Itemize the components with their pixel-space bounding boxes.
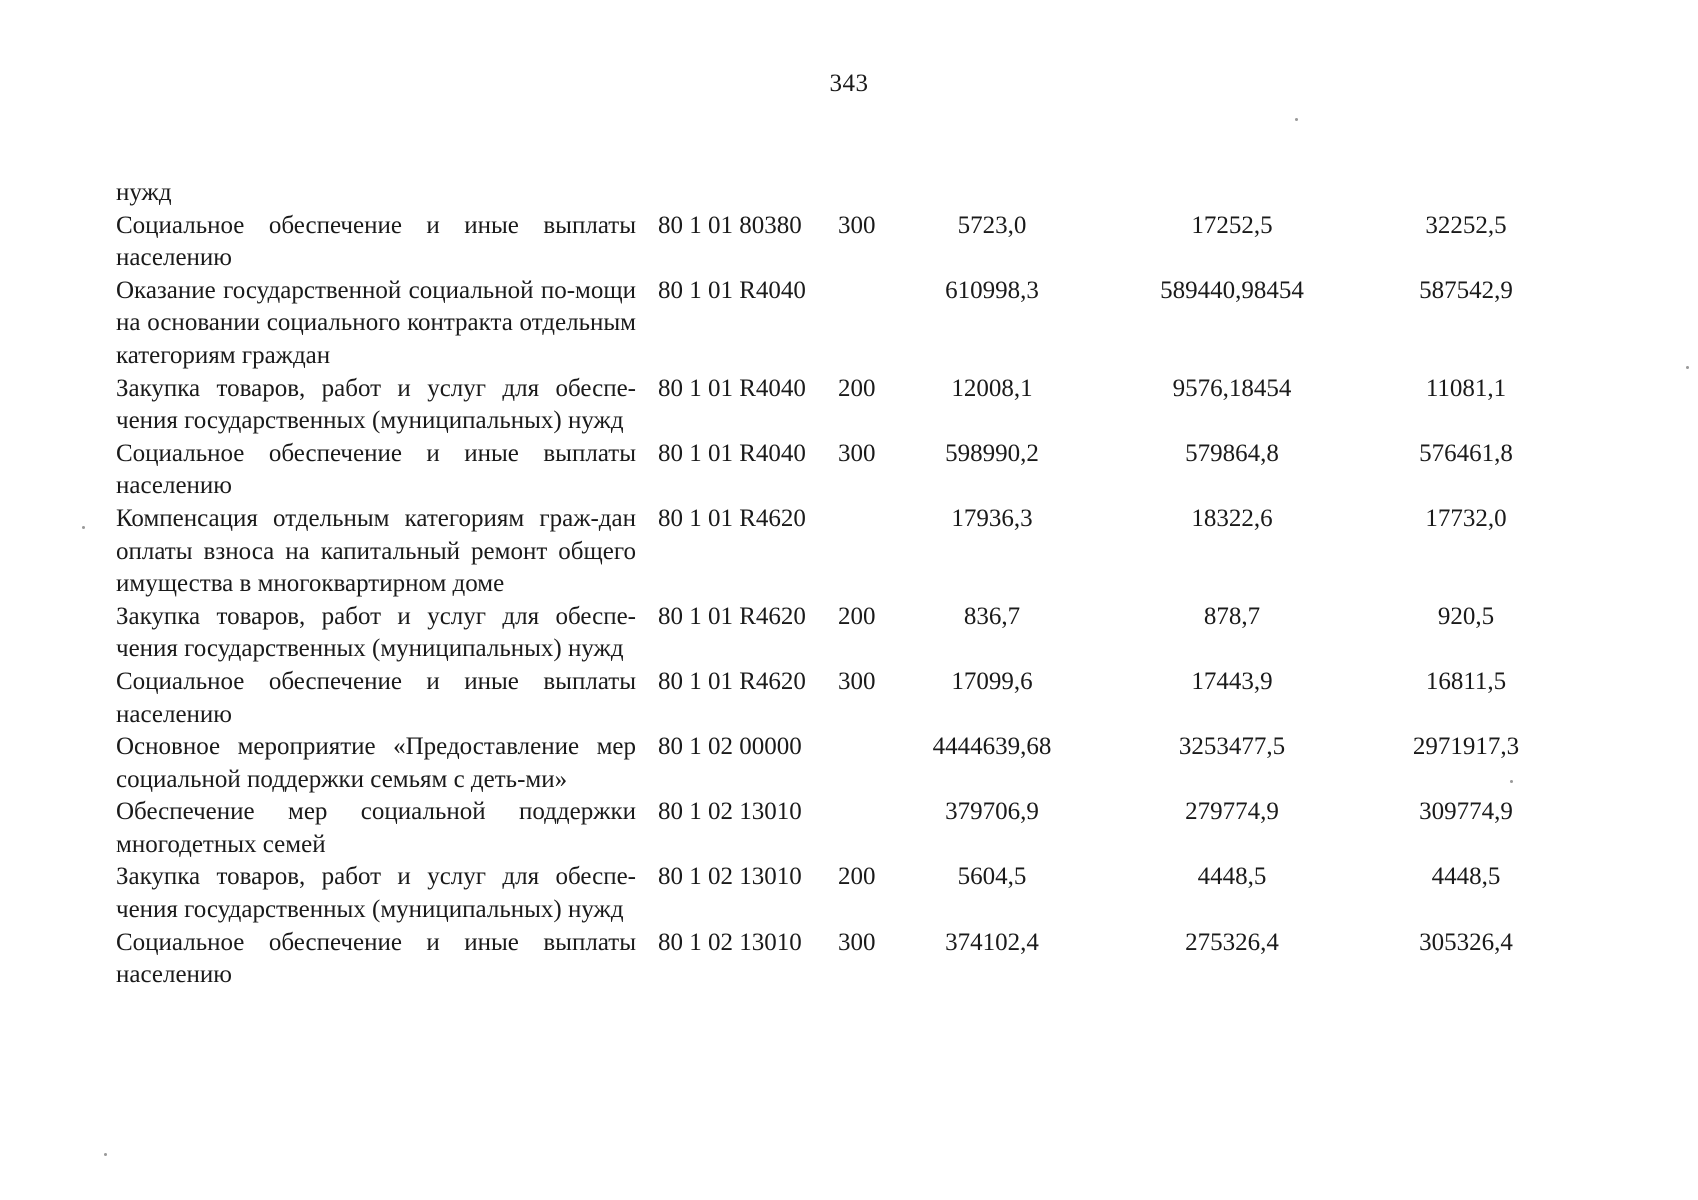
value-year-1: 17099,6 — [951, 667, 1033, 695]
value-year-2: 17252,5 — [1191, 211, 1273, 239]
expense-type — [816, 275, 886, 373]
row-description: Социальное обеспечение и иные выплаты населению — [116, 439, 636, 500]
row-description: Социальное обеспечение и иные выплаты населению — [116, 928, 636, 989]
value-year-2: 18322,6 — [1191, 504, 1273, 532]
table-row-continuation — [116, 177, 1586, 210]
value-year-2: 589440,98454 — [1160, 276, 1304, 304]
value-year-1: 5723,0 — [957, 211, 1027, 239]
budget-code: 80 1 02 13010 — [658, 798, 802, 826]
table-row — [116, 275, 1586, 373]
table-row — [116, 503, 1586, 601]
value-year-2: 4448,5 — [1197, 863, 1267, 891]
row-description: Закупка товаров, работ и услуг для обеспе-чения государственных (муниципальных) нужд — [116, 602, 636, 663]
value-year-3: 576461,8 — [1419, 439, 1513, 467]
expense-type: 300 — [838, 439, 876, 467]
expense-type — [816, 796, 886, 861]
value-year-3: 17732,0 — [1425, 504, 1507, 532]
table-row — [116, 438, 1586, 503]
budget-code: 80 1 02 00000 — [658, 733, 802, 761]
table-row — [116, 373, 1586, 438]
scan-speck — [104, 1153, 107, 1156]
budget-table — [116, 177, 1586, 992]
budget-code: 80 1 01 R4620 — [658, 667, 806, 695]
value-year-2: 579864,8 — [1185, 439, 1279, 467]
value-year-2: 9576,18454 — [1172, 374, 1292, 402]
budget-code: 80 1 01 R4040 — [658, 276, 806, 304]
table-row — [116, 861, 1586, 926]
row-description: Компенсация отдельным категориям граж-дан оплаты взноса на капитальный ремонт общего имущества в многоквартирном доме — [116, 504, 636, 598]
value-year-2: 275326,4 — [1185, 928, 1279, 956]
table-row — [116, 731, 1586, 796]
row-description: нужд — [116, 179, 172, 206]
value-year-1: 12008,1 — [951, 374, 1033, 402]
table-row — [116, 666, 1586, 731]
row-description: Основное мероприятие «Предоставление мер социальной поддержки семьям с деть-ми» — [116, 733, 636, 793]
value-year-1: 4444639,68 — [932, 733, 1052, 761]
row-description: Оказание государственной социальной по-мощи на основании социального контракта отдельным категориям граждан — [116, 276, 636, 369]
expense-type: 300 — [838, 667, 876, 695]
page-number: 343 — [829, 70, 869, 97]
value-year-2: 17443,9 — [1191, 667, 1273, 695]
value-year-3: 309774,9 — [1419, 798, 1513, 826]
value-year-3: 305326,4 — [1419, 928, 1513, 956]
budget-code: 80 1 01 R4620 — [658, 602, 806, 630]
value-year-3: 4448,5 — [1431, 863, 1501, 891]
budget-code: 80 1 01 R4040 — [658, 374, 806, 402]
table-row — [116, 210, 1586, 275]
value-year-3: 920,5 — [1437, 602, 1495, 630]
scan-speck — [82, 526, 85, 529]
value-year-3: 2971917,3 — [1412, 733, 1520, 761]
scan-speck — [1295, 118, 1298, 121]
budget-code: 80 1 02 13010 — [658, 863, 802, 891]
budget-code: 80 1 01 R4040 — [658, 439, 806, 467]
expense-type: 300 — [838, 211, 876, 239]
table-row — [116, 927, 1586, 992]
expense-type: 300 — [838, 928, 876, 956]
value-year-2: 878,7 — [1203, 602, 1261, 630]
row-description: Социальное обеспечение и иные выплаты населению — [116, 211, 636, 272]
value-year-1: 598990,2 — [945, 439, 1039, 467]
value-year-3: 16811,5 — [1425, 667, 1507, 695]
scan-speck — [1510, 780, 1513, 783]
row-description: Закупка товаров, работ и услуг для обеспе-чения государственных (муниципальных) нужд — [116, 374, 636, 435]
table-row — [116, 796, 1586, 861]
value-year-1: 610998,3 — [945, 276, 1039, 304]
expense-type — [816, 503, 886, 601]
budget-code: 80 1 01 80380 — [658, 211, 802, 239]
row-description: Обеспечение мер социальной поддержки многодетных семей — [116, 798, 636, 858]
expense-type: 200 — [838, 602, 876, 630]
value-year-3: 587542,9 — [1419, 276, 1513, 304]
value-year-1: 379706,9 — [945, 798, 1039, 826]
budget-code: 80 1 02 13010 — [658, 928, 802, 956]
value-year-1: 836,7 — [963, 602, 1021, 630]
value-year-1: 5604,5 — [957, 863, 1027, 891]
budget-code: 80 1 01 R4620 — [658, 504, 806, 532]
expense-type: 200 — [838, 374, 876, 402]
expense-type — [816, 731, 886, 796]
value-year-3: 32252,5 — [1425, 211, 1507, 239]
value-year-2: 3253477,5 — [1178, 733, 1286, 761]
value-year-2: 279774,9 — [1185, 798, 1279, 826]
row-description: Закупка товаров, работ и услуг для обеспе-чения государственных (муниципальных) нужд — [116, 863, 636, 924]
expense-type: 200 — [838, 863, 876, 891]
value-year-1: 374102,4 — [945, 928, 1039, 956]
row-description: Социальное обеспечение и иные выплаты населению — [116, 667, 636, 728]
value-year-3: 11081,1 — [1425, 374, 1507, 402]
table-row — [116, 601, 1586, 666]
scan-speck — [1686, 366, 1689, 369]
value-year-1: 17936,3 — [951, 504, 1033, 532]
